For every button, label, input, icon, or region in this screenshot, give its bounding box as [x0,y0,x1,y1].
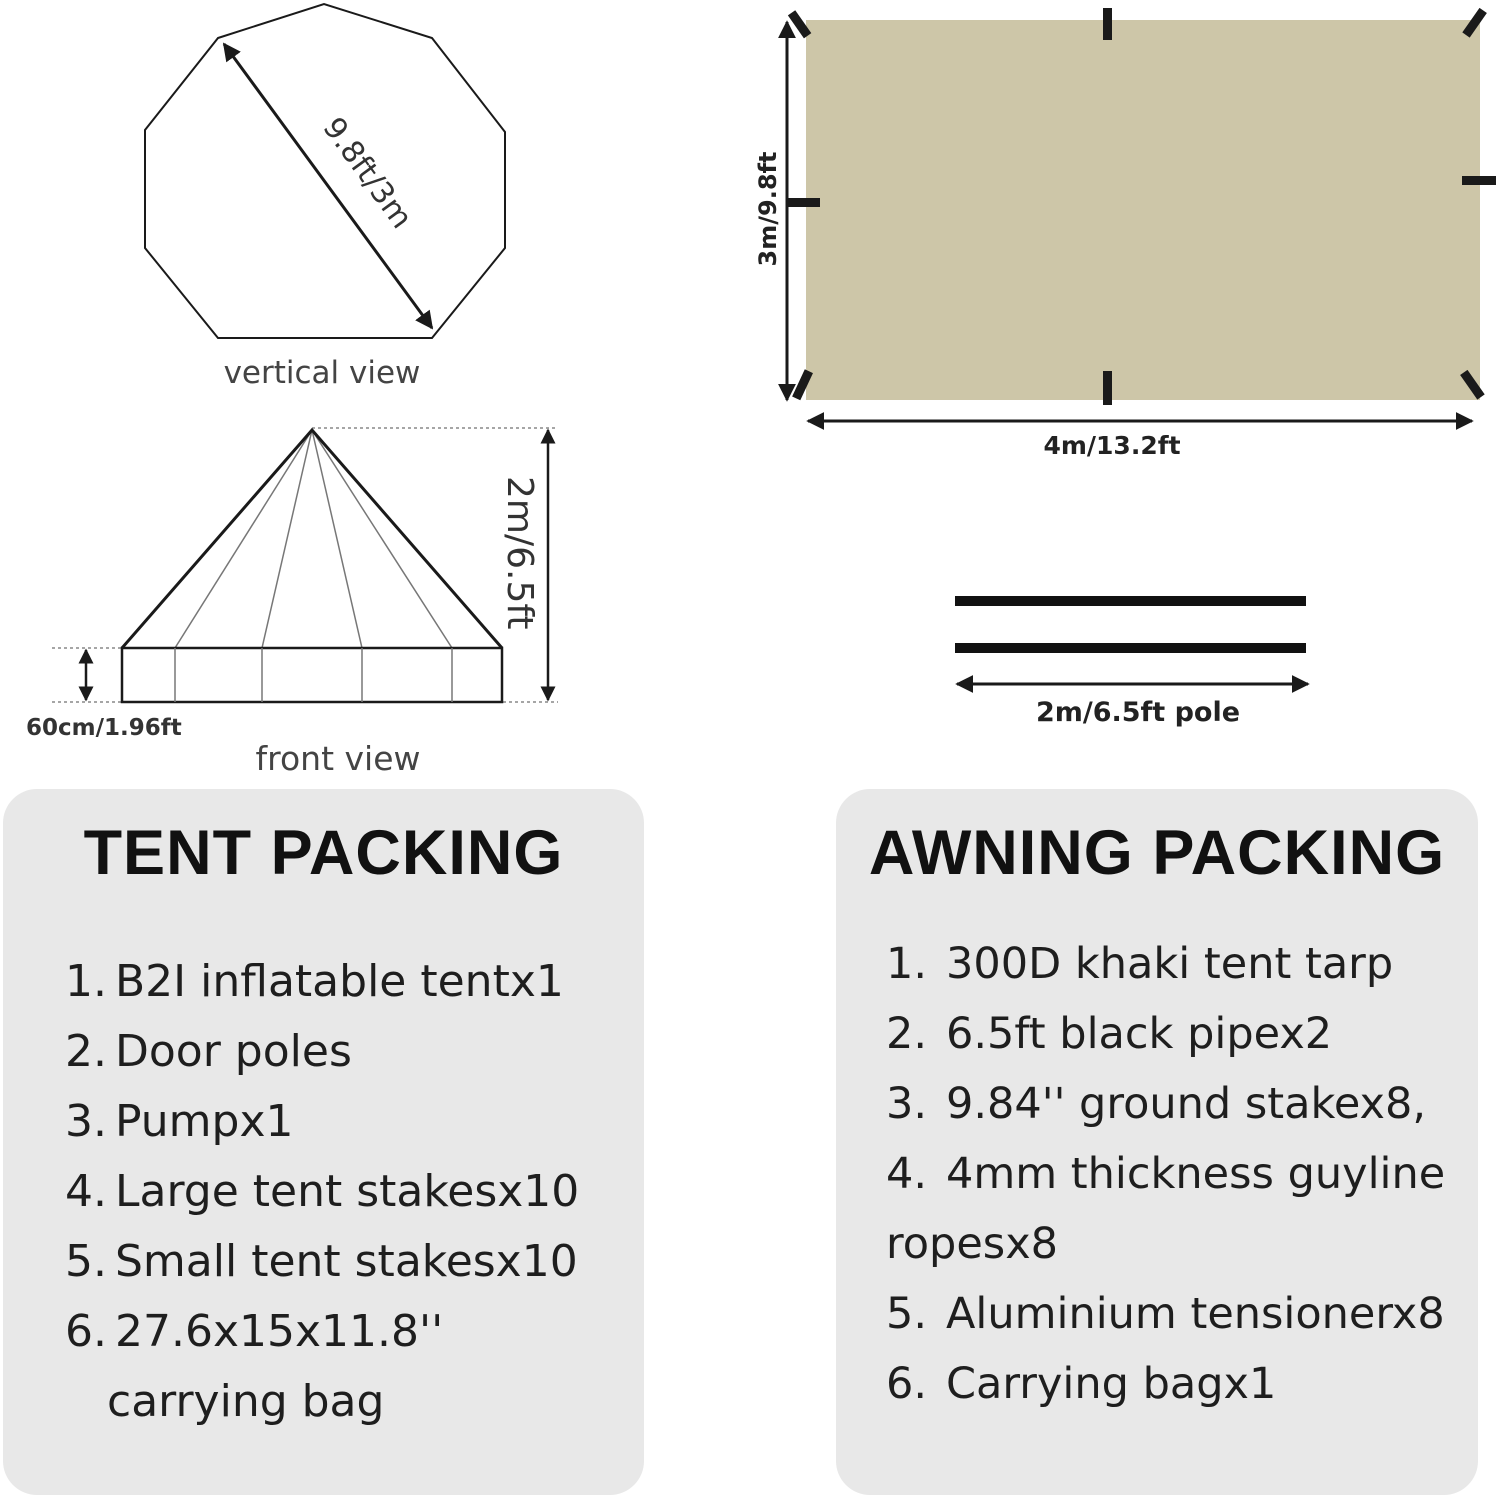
tarp [806,20,1480,400]
vertical-view-caption: vertical view [223,355,421,391]
list-item: 5. Small tent stakesx10 [65,1236,578,1287]
list-item: 6. Carrying bagx1 [886,1359,1277,1409]
vertical-view [145,4,505,391]
awning-packing-list [886,929,1445,1419]
list-item: 3. 9.84'' ground stakex8, [886,1079,1427,1129]
tent-wall [122,648,502,702]
list-item: 1. 300D khaki tent tarp [886,939,1394,989]
list-item: 5. Aluminium tensionerx8 [886,1289,1445,1339]
depth-label: 3m/9.8ft [754,151,782,267]
list-item: 2. 6.5ft black pipex2 [886,1009,1333,1059]
tent-packing-panel [3,789,644,1495]
list-item: 1. B2I inflatable tentx1 [65,956,564,1007]
diameter-arrow [224,44,432,328]
wall-seams [175,648,452,702]
wall-height-label: 60cm/1.96ft [26,715,182,741]
pole-label: 2m/6.5ft pole [1035,697,1241,728]
tent-floor-decagon [145,4,505,338]
tent-packing-title: TENT PACKING [83,818,564,888]
awning-packing-title: AWNING PACKING [868,818,1446,888]
pole-1 [955,596,1306,606]
list-item: 4. 4mm thickness guyline ropesx8 [886,1149,1446,1269]
tent-packing-list [65,947,579,1437]
front-view [26,428,558,778]
awning-diagram [754,8,1496,460]
width-label: 4m/13.2ft [1043,431,1181,460]
front-view-caption: front view [255,739,421,778]
list-item: 3. Pumpx1 [65,1096,294,1147]
tent-roof-outline [122,430,502,648]
awning-packing-panel [836,789,1478,1495]
pole-2 [955,643,1306,653]
height-label: 2m/6.5ft [499,476,540,630]
list-item: 4. Large tent stakesx10 [65,1166,580,1217]
list-item: 6. 27.6x15x11.8'' carrying bag [65,1306,444,1427]
poles-diagram [955,596,1308,728]
diameter-label: 9.8ft/3m [315,111,420,236]
list-item: 2. Door poles [65,1026,352,1077]
